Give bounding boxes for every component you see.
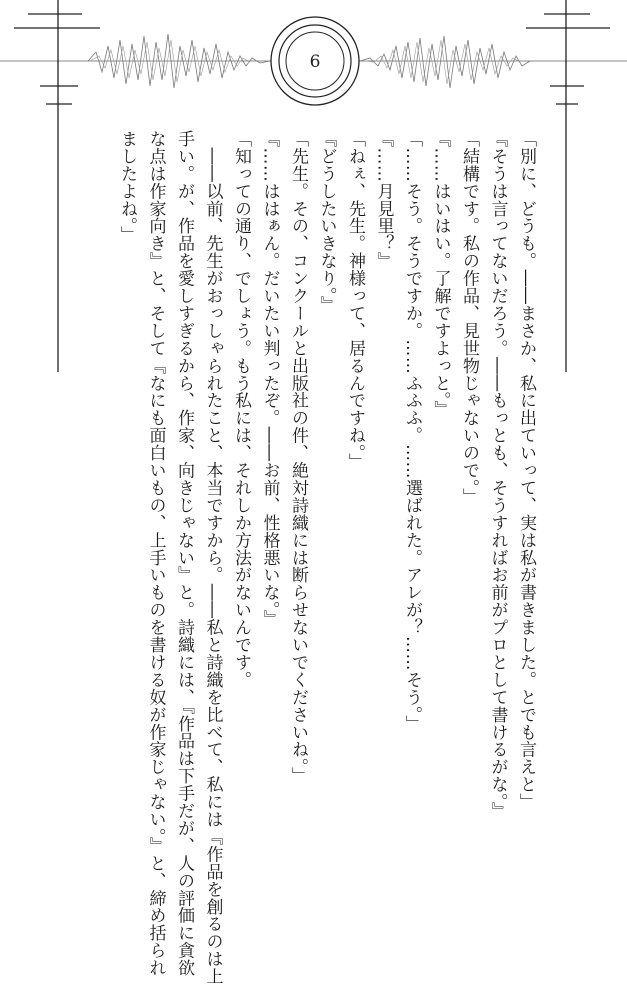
text-line: 『……月見里？』 (373, 130, 394, 270)
page-number: 6 (309, 52, 321, 72)
text-line: 「結構です。私の作品、見世物じゃないので。」 (459, 130, 479, 506)
text-line: な点は作家向き』と、そして『なにも面白いもの、上手いものを書ける奴が作家じゃない。』と、締め括られ (145, 130, 166, 977)
text-line: 「知っての通り、でしょう。もう私には、それしか方法がないんです。 (231, 130, 251, 689)
text-line: 「……そう。そうですか。……ふふふ。……選ばれた。アレが？……そう。」 (402, 130, 422, 733)
text-line: ましたよね。」 (117, 130, 137, 244)
text-line: 手い。が、作品を愛しすぎるから、作家、向きじゃない』と。詩織には、『作品は下手だが、人の評価に貪欲 (174, 130, 194, 977)
text-line: 『……ははぁん。だいたい判ったぞ。――お前、性格悪いな。』 (259, 130, 280, 628)
text-line: ――以前、先生がおっしゃられたこと、本当ですから。――私と詩織を比べて、私には『作品を創るのは上 (202, 130, 223, 985)
text-line: 「別に、どうも。――まさか、私に出ていって、実は私が書きました。とでも言えと」 (516, 130, 536, 811)
text-line: 『……はいはい。了解ですよっと。』 (430, 130, 451, 419)
vertical-text-body (113, 130, 541, 985)
text-line: 「ねぇ、先生。神様って、居るんですね。」 (345, 130, 365, 471)
text-line: 『どうしたいきなり。』 (316, 130, 337, 314)
text-line: 『そうは言ってないだろう。――もっとも、そうすればお前がプロとして書けるがな。』 (487, 130, 508, 820)
text-line: 「先生。その、コンクールと出版社の件、絶対詩織には断らせないでくださいね。」 (288, 130, 308, 785)
